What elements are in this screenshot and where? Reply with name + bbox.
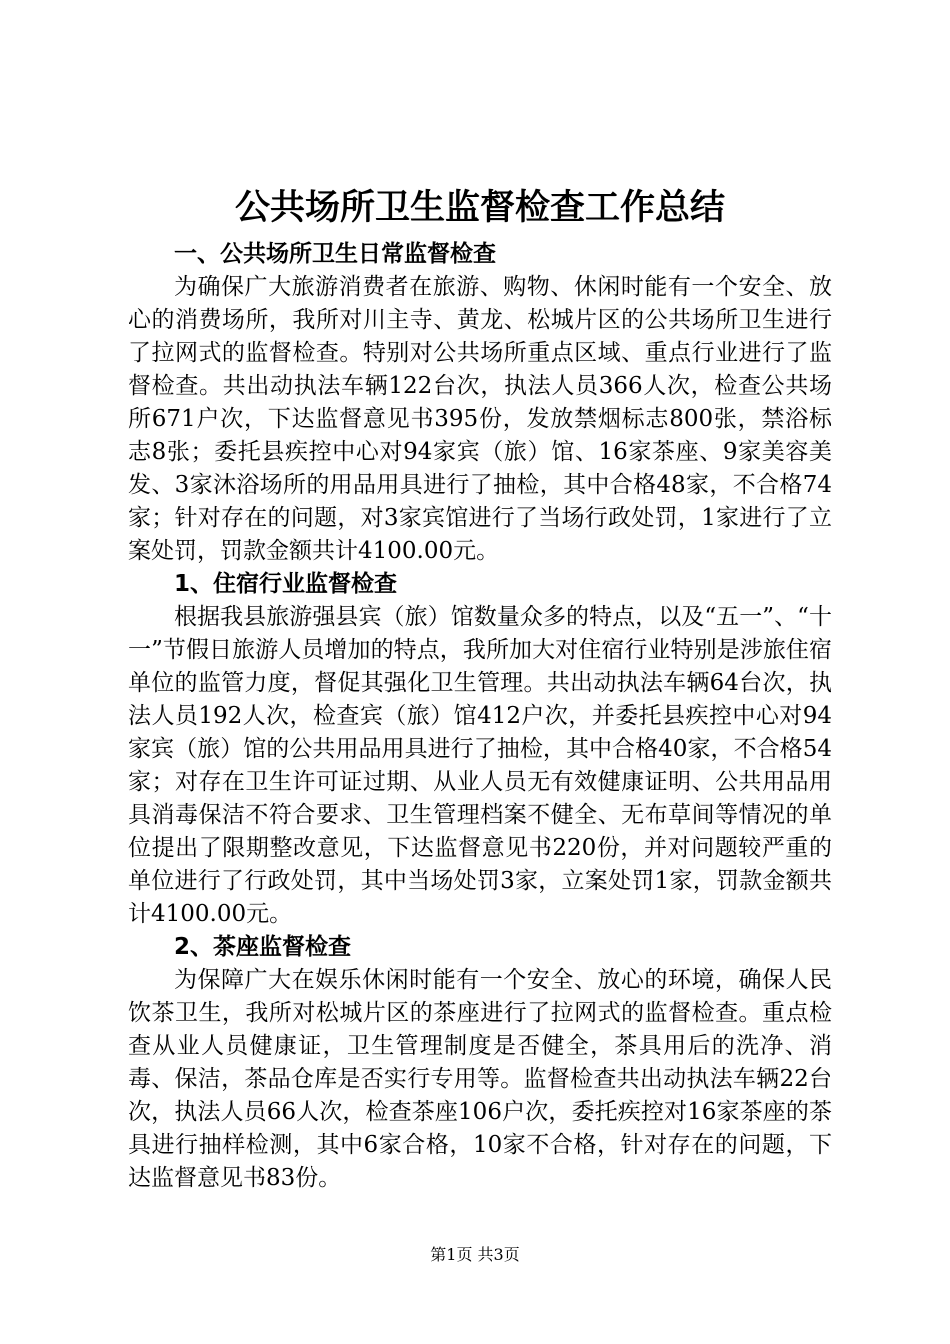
document-title: 公共场所卫生监督检查工作总结 [234,187,725,228]
section-body-daily-inspection: 为确保广大旅游消费者在旅游、购物、休闲时能有一个安全、放心的消费场所，我所对川主寺、黄龙、松城片区的公共场所卫生进行了拉网式的监督检查。特别对公共场所重点区域、重点行业进行了监督检查。共出动执法车辆122台次，执法人员366人次，检查公共场所671户次，下达监督意见书395份，发放禁烟标志800张，禁浴标志8张；委托县疾控中心对94家宾（旅）馆、16家茶座、9家美容美发、3家沐浴场所的用品用具进行了抽检，其中合格48家，不合格74家；针对存在的问题，对3家宾馆进行了当场行政处罚，1家进行了立案处罚，罚款金额共计4100.00元。 [128,274,832,564]
page-footer: 第1页 共3页 [430,1245,520,1264]
section-body-lodging-inspection: 根据我县旅游强县宾（旅）馆数量众多的特点，以及“五一”、“十一”节假日旅游人员增加的特点，我所加大对住宿行业特别是涉旅住宿单位的监管力度，督促其强化卫生管理。共出动执法车辆64台次，执法人员192人次，检查宾（旅）馆412户次，并委托县疾控中心对94家宾（旅）馆的公共用品用具进行了抽检，其中合格40家，不合格54家；对存在卫生许可证过期、从业人员无有效健康证明、公共用品用具消毒保洁不符合要求、卫生管理档案不健全、无布草间等情况的单位提出了限期整改意见，下达监督意见书220份，并对问题较严重的单位进行了行政处罚，其中当场处罚3家，立案处罚1家，罚款金额共计4100.00元。 [128,604,832,927]
section-heading-daily-inspection: 一、公共场所卫生日常监督检查 [174,241,496,267]
section-body-teahouse-inspection: 为保障广大在娱乐休闲时能有一个安全、放心的环境，确保人民饮茶卫生，我所对松城片区的茶座进行了拉网式的监督检查。重点检查从业人员健康证，卫生管理制度是否健全，茶具用后的洗净、消毒、保洁，茶品仓库是否实行专用等。监督检查共出动执法车辆22台次，执法人员66人次，检查茶座106户次，委托疾控对16家茶座的茶具进行抽样检测，其中6家合格，10家不合格，针对存在的问题，下达监督意见书83份。 [128,967,832,1191]
document-page [128,180,832,1195]
section-heading-teahouse-inspection: 2、茶座监督检查 [174,934,352,960]
section-heading-lodging-inspection: 1、住宿行业监督检查 [174,571,398,597]
